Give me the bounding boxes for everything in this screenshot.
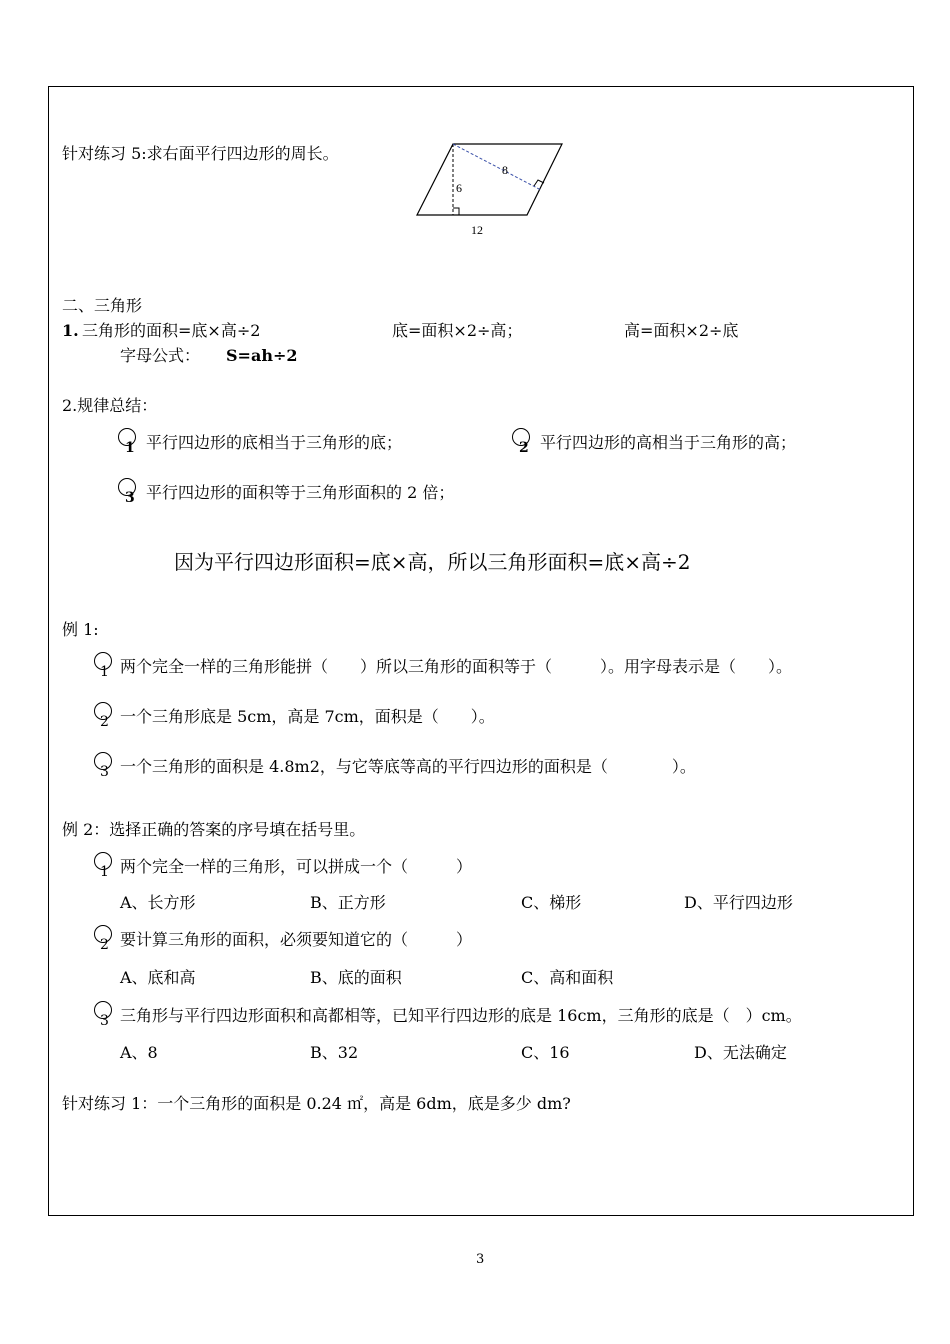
example2-q3-option-a: A、8 — [120, 1043, 158, 1062]
formula-base: 底=面积×2÷高； — [392, 321, 523, 340]
example2-q2-text: 要计算三角形的面积，必须要知道它的（ ） — [120, 930, 473, 949]
example2-q1-option-c: C、梯形 — [521, 893, 582, 912]
letter-formula: S=ah÷2 — [226, 346, 298, 365]
example1-item-1-number: 1 — [100, 664, 109, 680]
example2-q2-option-c: C、高和面积 — [521, 968, 614, 987]
letter-formula-label: 字母公式： — [120, 346, 201, 365]
example1-item-3-text: 一个三角形的面积是 4.8m2，与它等底等高的平行四边形的面积是（ ）。 — [120, 757, 696, 776]
example2-q2-option-a: A、底和高 — [120, 968, 196, 987]
example2-q1-text: 两个完全一样的三角形，可以拼成一个（ ） — [120, 857, 473, 876]
example2-q1-number: 1 — [100, 864, 109, 880]
formula-area: 三角形的面积=底×高÷2 — [82, 321, 261, 340]
example1-item-1-text: 两个完全一样的三角形能拼（ ）所以三角形的面积等于（ ）。用字母表示是（ ）。 — [120, 657, 793, 676]
right-angle-mark-base — [453, 208, 459, 215]
rule-1-number: 1 — [125, 440, 135, 456]
example2-q3-option-b: B、32 — [310, 1043, 359, 1062]
example2-q1-option-d: D、平行四边形 — [684, 893, 793, 912]
formula-height: 高=面积×2÷底 — [624, 321, 739, 340]
rule-2-number: 2 — [519, 440, 529, 456]
example2-q1-option-a: A、长方形 — [120, 893, 196, 912]
parallelogram-outline — [417, 144, 562, 215]
practice5-text: 针对练习 5:求右面平行四边形的周长。 — [62, 144, 339, 163]
label-slant: 8 — [502, 163, 508, 177]
formula-number: 1. — [62, 321, 79, 340]
rules-heading: 2.规律总结： — [62, 396, 158, 415]
rule-3-number: 3 — [125, 490, 135, 506]
example1-item-2-text: 一个三角形底是 5cm，高是 7cm，面积是（ ）。 — [120, 707, 495, 726]
example2-q3-number: 3 — [100, 1013, 109, 1029]
example2-heading: 例 2：选择正确的答案的序号填在括号里。 — [62, 820, 366, 839]
practice1-text: 针对练习 1：一个三角形的面积是 0.24 ㎡，高是 6dm，底是多少 dm? — [62, 1094, 571, 1113]
example2-q3-text: 三角形与平行四边形面积和高都相等，已知平行四边形的底是 16cm，三角形的底是（ ）cm。 — [120, 1006, 802, 1025]
example2-q3-option-d: D、无法确定 — [694, 1043, 787, 1062]
label-height: 6 — [456, 181, 462, 195]
rule-1-text: 平行四边形的底相当于三角形的底； — [146, 433, 403, 452]
page-number: 3 — [476, 1252, 485, 1267]
example1-heading: 例 1: — [62, 620, 99, 639]
example1-item-3-number: 3 — [100, 764, 109, 780]
example2-q3-option-c: C、16 — [521, 1043, 570, 1062]
section2-heading: 二、三角形 — [62, 296, 143, 315]
slant-height-line — [453, 144, 541, 190]
example1-item-2-number: 2 — [100, 714, 109, 730]
example2-q2-number: 2 — [100, 937, 109, 953]
example2-q1-option-b: B、正方形 — [310, 893, 386, 912]
label-base: 12 — [471, 223, 483, 237]
example2-q2-option-b: B、底的面积 — [310, 968, 402, 987]
parallelogram-figure — [410, 138, 570, 242]
conclusion-text: 因为平行四边形面积=底×高，所以三角形面积=底×高÷2 — [174, 550, 691, 574]
rule-2-text: 平行四边形的高相当于三角形的高； — [540, 433, 797, 452]
rule-3-text: 平行四边形的面积等于三角形面积的 2 倍； — [146, 483, 455, 502]
